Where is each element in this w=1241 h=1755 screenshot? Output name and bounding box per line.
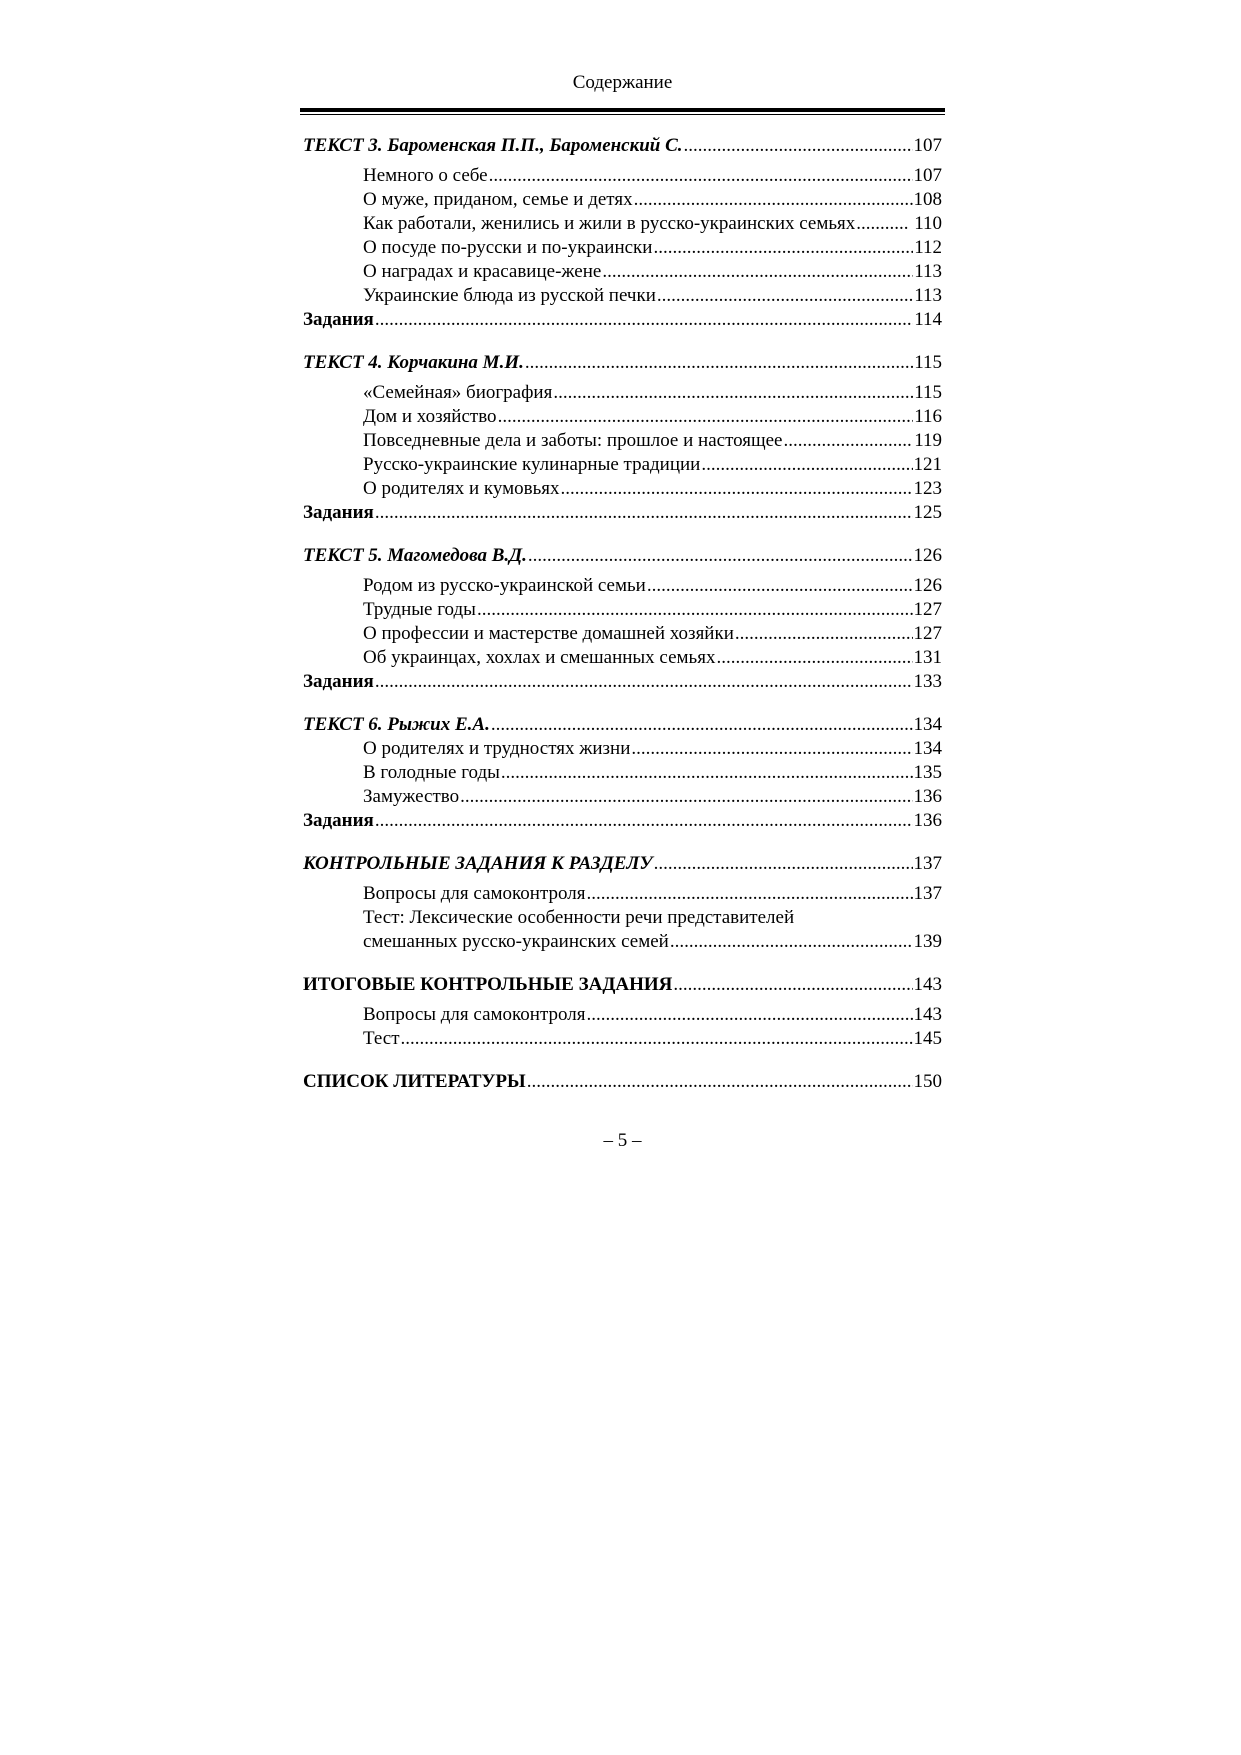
toc-entry-label: О родителях и трудностях жизни [363, 738, 631, 759]
toc-tasks-entry[interactable] [303, 308, 942, 332]
toc-page-number: 137 [913, 883, 942, 904]
toc-page-number: 115 [914, 352, 942, 373]
dot-leader [528, 544, 913, 568]
dot-leader [673, 973, 912, 997]
toc-entry-label: О наградах и красавице-жене [363, 261, 602, 282]
toc-entry[interactable] [303, 882, 942, 906]
toc-entry[interactable] [303, 1027, 942, 1051]
toc-heading-title: СПИСОК ЛИТЕРАТУРЫ [303, 1071, 526, 1092]
toc-entry-label: В голодные годы [363, 762, 500, 783]
toc-page-number: 108 [913, 189, 942, 210]
toc-entry-label: Родом из русско-украинской семьи [363, 575, 646, 596]
toc-section-heading[interactable] [303, 852, 942, 876]
toc-section [303, 134, 942, 332]
toc-tasks-label: Задания [303, 309, 374, 330]
toc-entry[interactable] [303, 236, 942, 260]
dot-leader [634, 188, 913, 212]
toc-entry-label: смешанных русско-украинских семей [363, 931, 669, 952]
toc-entry[interactable] [303, 453, 942, 477]
dot-leader [460, 785, 912, 809]
toc-entry-label: О посуде по-русски и по-украински [363, 237, 653, 258]
toc-page-number: 136 [913, 786, 942, 807]
toc-heading-title: КОНТРОЛЬНЫЕ ЗАДАНИЯ К РАЗДЕЛУ [303, 853, 653, 874]
toc-section-heading[interactable] [303, 544, 942, 568]
toc-page-number: 135 [913, 762, 942, 783]
toc-page-number: 127 [913, 599, 942, 620]
dot-leader [498, 405, 914, 429]
toc-section [303, 1070, 942, 1094]
dot-leader [375, 670, 913, 694]
toc-entry[interactable] [303, 477, 942, 501]
toc-entry[interactable] [303, 188, 942, 212]
dot-leader [716, 646, 912, 670]
toc-entry[interactable] [303, 212, 942, 236]
dot-leader [401, 1027, 913, 1051]
toc-page-number: 134 [913, 738, 942, 759]
toc-page-number: 126 [913, 545, 942, 566]
dot-leader [561, 477, 913, 501]
toc-page-number: 125 [913, 502, 942, 523]
toc-section-heading[interactable] [303, 973, 942, 997]
toc-section [303, 713, 942, 833]
toc-page-number: 143 [913, 1004, 942, 1025]
toc-entry[interactable] [303, 598, 942, 622]
dot-leader [735, 622, 913, 646]
toc-page-number: 107 [913, 135, 942, 156]
toc-heading-title: ТЕКСТ 6. Рыжих Е.А. [303, 714, 490, 735]
toc-entry-label: «Семейная» биография [363, 382, 553, 403]
toc-entry[interactable] [303, 737, 942, 761]
dot-leader [586, 882, 912, 906]
toc-heading-title: ИТОГОВЫЕ КОНТРОЛЬНЫЕ ЗАДАНИЯ [303, 974, 673, 995]
toc-entry[interactable] [303, 761, 942, 785]
toc-entry-label: Тест [363, 1028, 400, 1049]
toc-section-heading[interactable] [303, 351, 942, 375]
toc-page-number: 133 [913, 671, 942, 692]
toc-entry-label: О родителях и кумовьях [363, 478, 560, 499]
toc-entry-label: Повседневные дела и заботы: прошлое и настоящее [363, 430, 783, 451]
toc-entry-line1[interactable]: Тест: Лексические особенности речи представителей [363, 907, 795, 928]
toc-page-number: 113 [914, 285, 942, 306]
toc-entry-label: Трудные годы [363, 599, 476, 620]
toc-heading-title: ТЕКСТ 5. Магомедова В.Д. [303, 545, 527, 566]
dot-leader [375, 308, 913, 332]
toc-heading-title: ТЕКСТ 3. Бароменская П.П., Бароменский С. [303, 135, 683, 156]
dot-leader [653, 236, 913, 260]
dot-leader [684, 134, 913, 158]
toc-section-heading[interactable] [303, 1070, 942, 1094]
toc-entry-label: О муже, приданом, семье и детях [363, 189, 633, 210]
toc-page-number: 119 [914, 430, 942, 451]
toc-page-number: 139 [913, 931, 942, 952]
toc-section [303, 351, 942, 525]
toc-entry-label: Вопросы для самоконтроля [363, 1004, 586, 1025]
toc-entry[interactable] [303, 622, 942, 646]
toc-entry-label: Об украинцах, хохлах и смешанных семьях [363, 647, 716, 668]
toc-entry-label: О профессии и мастерстве домашней хозяйки [363, 623, 734, 644]
header-rule-thin [300, 114, 945, 115]
toc-entry-label: Немного о себе [363, 165, 488, 186]
toc-tasks-label: Задания [303, 502, 374, 523]
toc-entry[interactable] [303, 785, 942, 809]
toc-section [303, 544, 942, 694]
dot-leader [501, 761, 913, 785]
dot-leader [375, 501, 913, 525]
toc-entry[interactable] [303, 381, 942, 405]
toc-entry[interactable] [303, 429, 942, 453]
toc-entry[interactable] [303, 574, 942, 598]
toc-page-number: 114 [914, 309, 942, 330]
toc-section-heading[interactable] [303, 134, 942, 158]
page-number: – 5 – [603, 1130, 642, 1151]
toc-page-number: 136 [913, 810, 942, 831]
toc-page-number: 121 [913, 454, 942, 475]
toc-page-number: 134 [913, 714, 942, 735]
toc-entry[interactable] [303, 164, 942, 188]
toc-page-number: 145 [913, 1028, 942, 1049]
toc-page-number: 107 [913, 165, 942, 186]
toc-entry-label: Русско-украинские кулинарные традиции [363, 454, 701, 475]
toc-entry[interactable] [303, 1003, 942, 1027]
dot-leader [553, 381, 913, 405]
toc-page-number: 126 [913, 575, 942, 596]
toc-section [303, 973, 942, 1051]
toc-tasks-label: Задания [303, 671, 374, 692]
dot-leader [477, 598, 913, 622]
toc-tasks-entry[interactable] [303, 501, 942, 525]
toc-heading-title: ТЕКСТ 4. Корчакина М.И. [303, 352, 524, 373]
dot-leader [657, 284, 913, 308]
dot-leader [654, 852, 913, 876]
dot-leader [525, 351, 913, 375]
toc-page-number: 127 [913, 623, 942, 644]
toc-entry[interactable] [303, 646, 942, 670]
toc-page-number: 143 [913, 974, 942, 995]
toc-tasks-label: Задания [303, 810, 374, 831]
toc-entry[interactable] [303, 930, 942, 954]
toc-entry[interactable] [303, 405, 942, 429]
dot-leader [489, 164, 913, 188]
toc-entry-label: Замужество [363, 786, 460, 807]
toc-page-number: 113 [914, 261, 942, 282]
toc-page-number: 150 [913, 1071, 942, 1092]
toc-page-number: 116 [914, 406, 942, 427]
dot-leader [631, 737, 912, 761]
table-of-contents [303, 134, 942, 1113]
header-rule-thick [300, 108, 945, 112]
toc-section-heading[interactable] [303, 713, 942, 737]
dot-leader [784, 429, 914, 453]
running-head: Содержание [572, 72, 673, 93]
toc-entry-label: Как работали, женились и жили в русско-украинских семьях [363, 213, 856, 234]
dot-leader [670, 930, 913, 954]
dot-leader [602, 260, 913, 284]
toc-page-number: 137 [913, 853, 942, 874]
toc-entry-label: Вопросы для самоконтроля [363, 883, 586, 904]
dot-leader [701, 453, 912, 477]
toc-section [303, 852, 942, 954]
dot-leader [647, 574, 913, 598]
toc-tasks-entry[interactable] [303, 809, 942, 833]
dot-leader [491, 713, 913, 737]
toc-entry[interactable] [303, 284, 942, 308]
toc-entry-label: Дом и хозяйство [363, 406, 497, 427]
toc-tasks-entry[interactable] [303, 670, 942, 694]
dot-leader [527, 1070, 913, 1094]
dot-leader [856, 212, 908, 236]
toc-page-number: 110 [909, 213, 942, 234]
dot-leader [586, 1003, 912, 1027]
dot-leader [375, 809, 913, 833]
toc-page-number: 115 [914, 382, 942, 403]
toc-entry[interactable] [303, 260, 942, 284]
toc-entry-label: Украинские блюда из русской печки [363, 285, 656, 306]
toc-page-number: 131 [913, 647, 942, 668]
toc-page-number: 112 [914, 237, 942, 258]
toc-page-number: 123 [913, 478, 942, 499]
